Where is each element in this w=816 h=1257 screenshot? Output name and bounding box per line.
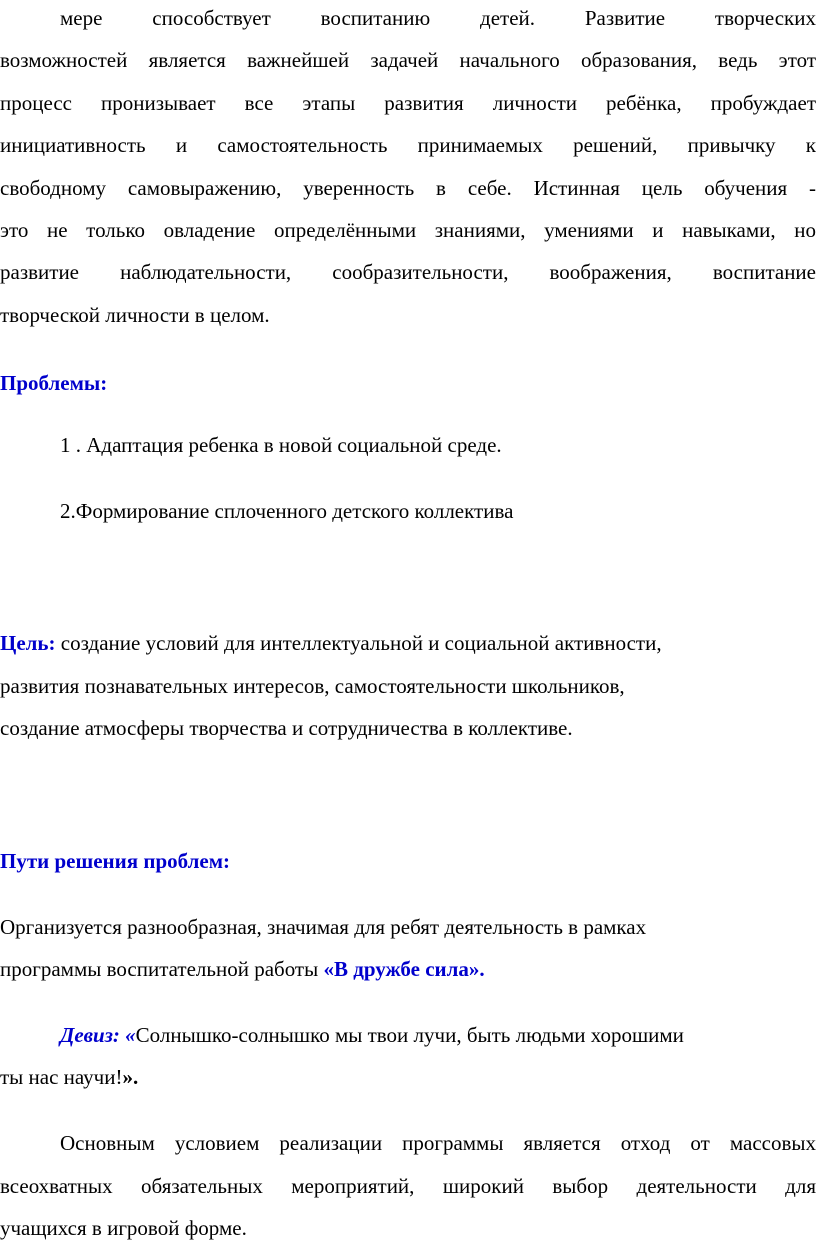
- motto-line: [0, 1063, 816, 1091]
- motto-text: ты нас научи!: [0, 1065, 123, 1089]
- conclusion-line: всеохватных обязательных мероприятий, широкий выбор деятельности для: [0, 1174, 816, 1198]
- goal-line: [0, 629, 816, 657]
- program-name: «В дружбе сила».: [323, 957, 485, 981]
- motto-line: [60, 1021, 816, 1049]
- solutions-line: Организуется разнообразная, значимая для ребят деятельность в рамках: [0, 915, 647, 939]
- conclusion-line: учащихся в игровой форме.: [0, 1216, 247, 1240]
- intro-line: возможностей является важнейшей задачей начального образования, ведь этот: [0, 48, 816, 72]
- intro-line: развитие наблюдательности, сообразительности, воображения, воспитание: [0, 260, 816, 284]
- intro-line: мере способствует воспитанию детей. Развитие творческих: [60, 6, 816, 30]
- intro-line: творческой личности в целом.: [0, 303, 270, 327]
- problem-item: 1 . Адаптация ребенка в новой социальной среде.: [60, 433, 502, 457]
- motto-label: Девиз: «: [60, 1023, 136, 1047]
- intro-line: это не только овладение определёнными знаниями, умениями и навыками, но: [0, 218, 816, 242]
- motto-text: Солнышко-солнышко мы твои лучи, быть людьми хорошими: [135, 1023, 684, 1047]
- solutions-line: [0, 955, 816, 983]
- solutions-heading: Пути решения проблем:: [0, 849, 231, 873]
- intro-line: свободному самовыражению, уверенность в себе. Истинная цель обучения -: [0, 176, 816, 200]
- conclusion-line: Основным условием реализации программы является отход от массовых: [60, 1131, 816, 1155]
- problem-item: 2.Формирование сплоченного детского коллектива: [60, 499, 514, 523]
- goal-label: Цель:: [0, 631, 56, 655]
- motto-close: ».: [122, 1065, 139, 1089]
- intro-line: инициативность и самостоятельность принимаемых решений, привычку к: [0, 133, 816, 157]
- intro-line: процесс пронизывает все этапы развития личности ребёнка, пробуждает: [0, 91, 816, 115]
- solutions-text: программы воспитательной работы: [0, 957, 324, 981]
- goal-line: создание атмосферы творчества и сотрудничества в коллективе.: [0, 716, 573, 740]
- goal-text: создание условий для интеллектуальной и социальной активности,: [55, 631, 662, 655]
- problems-heading: Проблемы:: [0, 371, 108, 395]
- goal-line: развития познавательных интересов, самостоятельности школьников,: [0, 674, 625, 698]
